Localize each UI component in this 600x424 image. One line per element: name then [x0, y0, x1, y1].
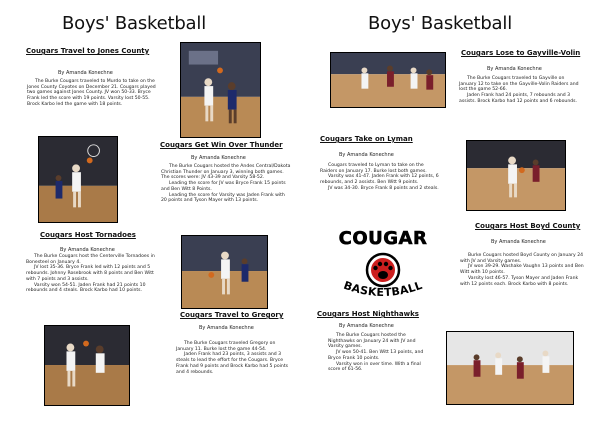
article-paragraph: Varsity lost 46-57. Tyson Mayer and Jaden Frank with 12 points each. Brock Karbo with 8 points. [460, 275, 579, 287]
article-byline: By Amanda Konechne [58, 70, 113, 76]
article-paragraph: Varsity was 41-47. Jaden Frank with 12 points, 6 rebounds, and 2 assists. Ben Witt 9 points. [320, 174, 439, 186]
article-headline: Cougars Travel to Jones County [26, 47, 150, 55]
game-photo [466, 140, 566, 211]
article-byline: By Amanda Konechne [491, 239, 546, 245]
article-paragraph: The Burke Cougars hosted the Nighthawks on January 24 with JV and Varsity games. [328, 333, 416, 350]
article-paragraph: The Burke Cougars host the Centerville Tornadoes in Bonesteel on January 4. [26, 254, 155, 265]
svg-text:COUGAR: COUGAR [338, 228, 428, 249]
article-body [460, 253, 586, 287]
article-paragraph: Varsity won in over time. With a final score of 61-56. [328, 361, 421, 373]
article-paragraph: Cougars traveled to Lyman to take on the Raiders on January 17. Burke lost both games. [320, 163, 427, 174]
basketball-action-photo-icon [45, 326, 129, 405]
game-photo [330, 52, 446, 108]
article-paragraph: JV was 34-30. Bryce Frank 8 points and 2 steals. [328, 185, 439, 191]
article-body [161, 164, 291, 204]
article-headline: Cougars Get Win Over Thunder [160, 141, 283, 149]
article-paragraph: Leading the score for Varsity was Jaden Frank with 20 points and Tyson Mayer with 13 points. [161, 192, 285, 204]
article-body [27, 79, 157, 108]
game-photo [446, 331, 574, 405]
basketball-action-photo-icon [182, 236, 267, 308]
article-body [26, 254, 158, 294]
basketball-action-photo-icon [331, 53, 445, 107]
article-byline: By Amanda Konechne [60, 247, 115, 253]
article-headline: Cougars Travel to Gregory [180, 311, 284, 319]
article-paragraph: JV won 39-29. Washake Vaughn 13 points and Ben Witt with 10 points. [460, 264, 584, 276]
article-paragraph: The Burke Cougars traveled Gregory on January 11. Burke lost the game 44-54. [176, 341, 276, 352]
article-byline: By Amanda Konechne [487, 66, 542, 72]
article-headline: Cougars Host Tornadoes [40, 231, 136, 239]
article-paragraph: Leading the score for JV was Bryce Frank 15 points and Ben Witt 8 Points. [161, 181, 286, 192]
article-headline: Cougars Take on Lyman [320, 135, 413, 143]
basketball-action-photo-icon [39, 137, 117, 222]
basketball-action-photo-icon [181, 43, 260, 137]
game-photo [44, 325, 130, 406]
article-headline: Cougars Host Boyd County [475, 222, 581, 230]
article-headline: Cougars Host Nighthawks [317, 310, 419, 318]
article-paragraph: The Burke Cougars hosted the Andes Central/Dakota Christian Thunder on January 3, winning both games. The scores were: JV 43-39 and Varsity 58-52. [161, 164, 291, 181]
article-body [459, 76, 583, 105]
cougar-basketball-logo [330, 226, 436, 306]
cougar-paw-logo-icon [330, 226, 436, 306]
article-paragraph: Jaden Frank had 24 points, 7 rebounds and 3 assists. Brock Karbo had 12 points and 6 rebounds. [459, 93, 577, 104]
svg-text:BASKETBALL: BASKETBALL [341, 278, 425, 300]
game-photo [181, 235, 268, 309]
article-paragraph: The Burke Cougars traveled to Gayville on January 12 to take on the Gayville-Volin Raiders and lost the game 52-66. [459, 76, 579, 93]
game-photo [180, 42, 261, 138]
left-page-title: Boys' Basketball [62, 13, 206, 34]
article-byline: By Amanda Konechne [199, 325, 254, 331]
article-byline: By Amanda Konechne [191, 155, 246, 161]
right-page-title: Boys' Basketball [368, 13, 512, 34]
article-body [320, 163, 442, 192]
article-byline: By Amanda Konechne [339, 152, 394, 158]
article-paragraph: Jaden Frank had 23 points, 3 assists and 3 steals to lead the effort for the Cougars. Bryce Frank had 9 points and Brock Karbo had 5 points and 4 rebounds. [176, 352, 289, 375]
article-body [328, 333, 430, 373]
article-paragraph: JV lost 35-36. Bryce Frank led with 12 points and 5 rebounds. Johnny Rosebrook with 8 points and Ben Witt with 7 points and 3 assists. [26, 265, 154, 282]
article-paragraph: Burke Cougars hosted Boyd County on January 24 with JV and Varsity games. [460, 253, 584, 264]
article-paragraph: The Burke Cougars traveled to Murdo to take on the Jones County Coyotes on December 21. Cougars played two games against Jones County. JV won 50-33. Bryce Frank led the score with 19 points. Varsity lost 50-55. Brock Karbo led the game with 18 points. [27, 79, 156, 107]
basketball-action-photo-icon [447, 332, 573, 404]
basketball-action-photo-icon [467, 141, 565, 210]
article-body [176, 341, 288, 375]
article-byline: By Amanda Konechne [339, 323, 394, 329]
article-paragraph: Varsity won 54-51. Jaden Frank had 21 points 10 rebounds and 4 steals. Brock Karbo had 10 points. [26, 282, 146, 294]
article-paragraph: JV won 50-41. Ben Witt 13 points, and Bryce Frank 10 points. [328, 350, 424, 361]
article-headline: Cougars Lose to Gayville-Volin [461, 49, 581, 57]
game-photo [38, 136, 118, 223]
